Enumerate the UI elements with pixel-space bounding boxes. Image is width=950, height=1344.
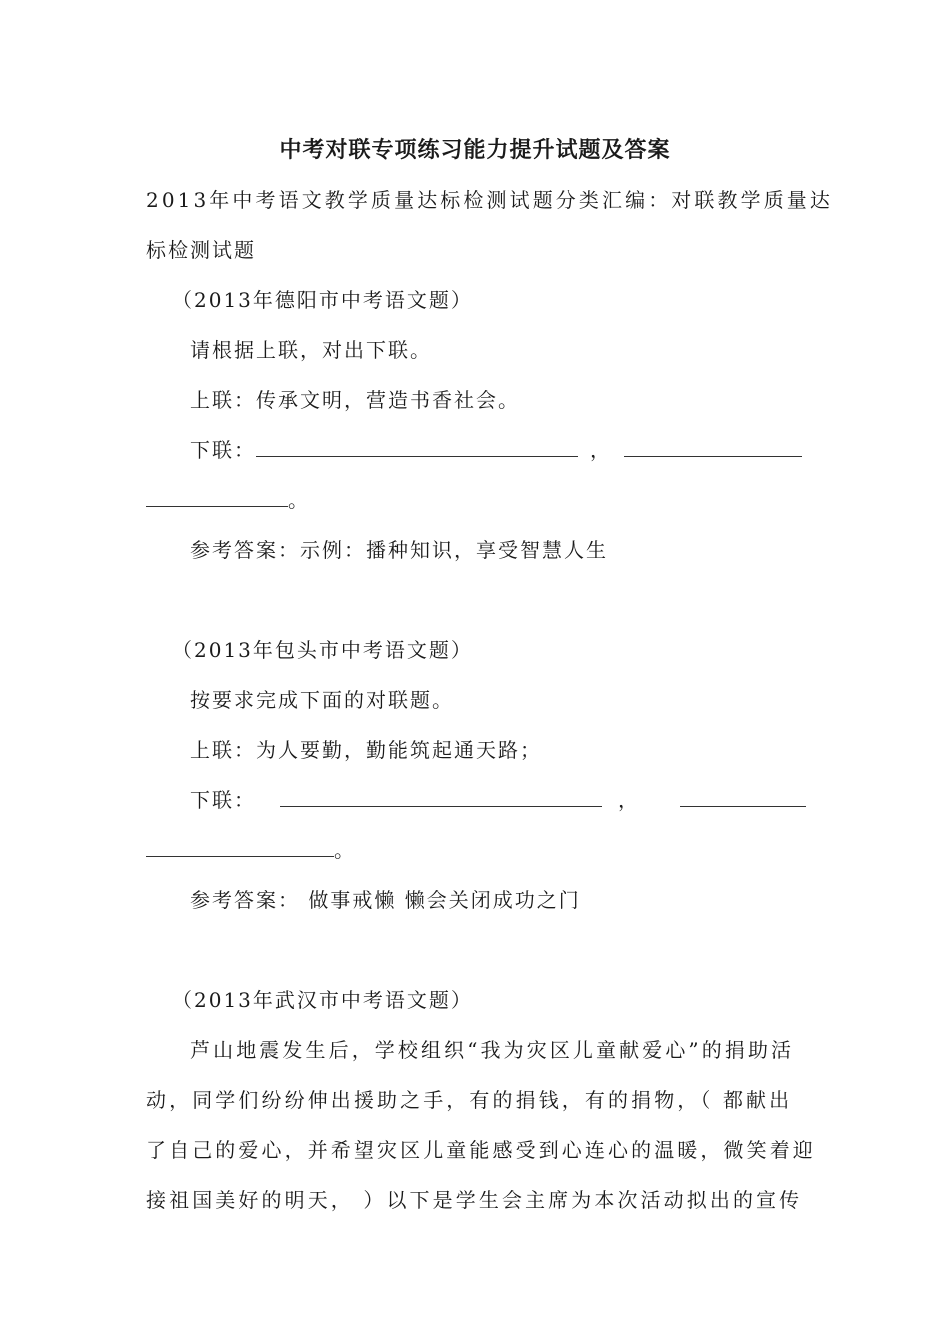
q1-upper-couplet: 上联：传承文明，营造书香社会。 [190, 388, 520, 412]
q2-blank-1[interactable] [280, 788, 602, 807]
q1-blank-2[interactable] [624, 438, 802, 457]
q1-lower-continued [146, 485, 806, 515]
q1-instruction: 请根据上联，对出下联。 [190, 338, 432, 362]
q1-comma: ， [590, 438, 612, 462]
q1-end: 。 [288, 488, 310, 512]
q3-paragraph-line-4: 接祖国美好的明天， ）以下是学生会主席为本次活动拟出的宣传 [146, 1188, 803, 1212]
q2-lower-continued [146, 835, 806, 865]
document-title: 中考对联专项练习能力提升试题及答案 [279, 138, 671, 163]
q2-blank-2[interactable] [680, 788, 806, 807]
q3-source: （2013年武汉市中考语文题） [172, 988, 473, 1012]
q1-answer: 参考答案：示例：播种知识，享受智慧人生 [190, 538, 608, 562]
q1-blank-3[interactable] [146, 488, 288, 507]
intro-line-1: 2013年中考语文教学质量达标检测试题分类汇编：对联教学质量达 [146, 188, 833, 212]
q1-blank-1[interactable] [256, 438, 578, 457]
q2-blank-3[interactable] [146, 838, 334, 857]
q2-comma: ， [618, 788, 640, 812]
q2-answer: 参考答案： 做事戒懒 懒会关闭成功之门 [190, 888, 581, 912]
q2-upper-couplet: 上联：为人要勤，勤能筑起通天路； [190, 738, 542, 762]
q2-source: （2013年包头市中考语文题） [172, 638, 473, 662]
q2-lower-couplet [190, 785, 806, 815]
q3-paragraph-line-2: 动，同学们纷纷伸出援助之手，有的捐钱，有的捐物，（ 都献出 [146, 1088, 793, 1112]
q1-lower-label: 下联： [190, 438, 256, 462]
q3-paragraph-line-3: 了自己的爱心，并希望灾区儿童能感受到心连心的温暖，微笑着迎 [146, 1138, 816, 1162]
q2-lower-label: 下联： [190, 788, 256, 812]
q2-instruction: 按要求完成下面的对联题。 [190, 688, 454, 712]
q3-paragraph-line-1: 芦山地震发生后，学校组织“我为灾区儿童献爱心”的捐助活 [190, 1038, 795, 1062]
intro-line-2: 标检测试题 [146, 238, 256, 262]
q2-end: 。 [334, 838, 356, 862]
q1-source: （2013年德阳市中考语文题） [172, 288, 473, 312]
q1-lower-couplet [190, 435, 806, 465]
